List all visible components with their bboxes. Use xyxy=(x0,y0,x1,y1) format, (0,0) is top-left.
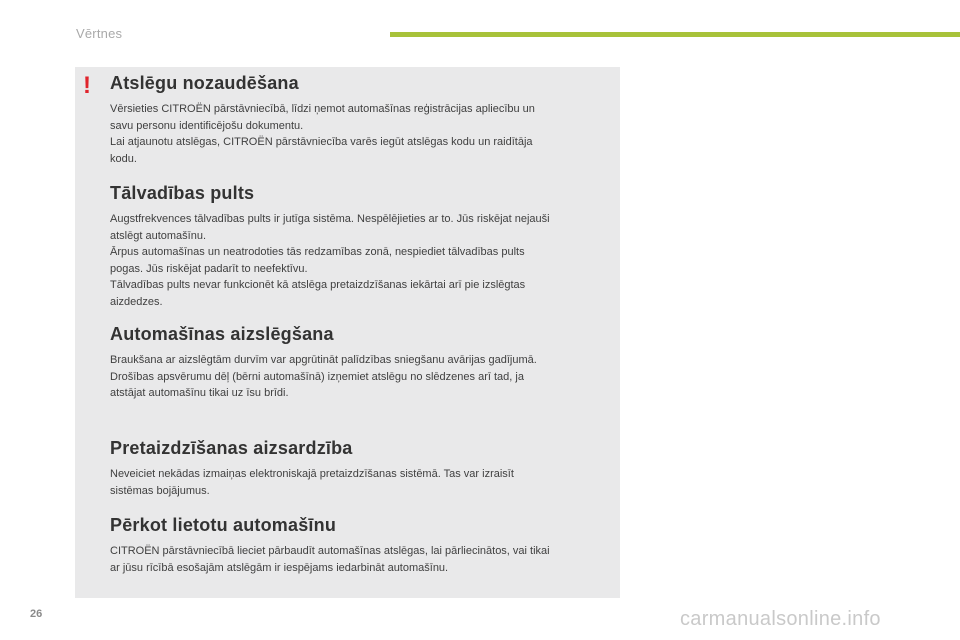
section-body: CITROËN pārstāvniecībā lieciet pārbaudīt automašīnas atslēgas, lai pārliecinātos, vai tikai ar jūsu rīcībā esošajām atslēgām ir iespējams iedarbināt automašīnu. xyxy=(110,545,550,574)
section-used-vehicle xyxy=(110,515,610,576)
section-body: Braukšana ar aizslēgtām durvīm var apgrūtināt palīdzības sniegšanu avārijas gadījumā. Drošības apsvērumu dēļ (bērni automašīnā) izņemiet atslēgu no slēdzenes arī tad, ja atstājat automašīnu tikai uz īsu brīdi. xyxy=(110,354,537,399)
section-heading: Pērkot lietotu automašīnu xyxy=(110,515,337,535)
section-body: Vērsieties CITROËN pārstāvniecībā, līdzi ņemot automašīnas reģistrācijas apliecību un savu personu identificējošu dokumentu. Lai atjaunotu atslēgas, CITROËN pārstāvniecība varēs iegūt atslēgas kodu un raidītāja kodu. xyxy=(110,103,535,165)
section-heading: Atslēgu nozaudēšana xyxy=(110,73,299,93)
watermark: carmanualsonline.info xyxy=(680,608,881,630)
warning-icon: ! xyxy=(83,72,91,99)
page-number: 26 xyxy=(30,608,43,620)
section-heading: Tālvadības pults xyxy=(110,183,255,203)
section-lost-keys xyxy=(110,73,610,167)
section-body: Augstfrekvences tālvadības pults ir jutīga sistēma. Nespēlējieties ar to. Jūs riskējat nejauši atslēgt automašīnu. Ārpus automašīnas un neatrodoties tās redzamības zonā, nespiediet tālvadības pults pogas. Jūs riskējat padarīt to neefektīvu. Tālvadības pults nevar funkcionēt kā atslēga pretaizdzīšanas iekārtai arī pie izslēgtas aizdedzes. xyxy=(110,213,550,308)
header-accent-bar xyxy=(390,32,960,37)
section-remote-control xyxy=(110,183,610,310)
section-heading: Automašīnas aizslēgšana xyxy=(110,324,334,344)
section-body: Neveiciet nekādas izmaiņas elektroniskajā pretaizdzīšanas sistēmā. Tas var izraisīt sistēmas bojājumus. xyxy=(110,468,514,497)
section-heading: Pretaizdzīšanas aizsardzība xyxy=(110,438,353,458)
section-header-title: Vērtnes xyxy=(76,26,123,41)
section-vehicle-locking xyxy=(110,324,610,402)
section-anti-theft xyxy=(110,438,610,499)
